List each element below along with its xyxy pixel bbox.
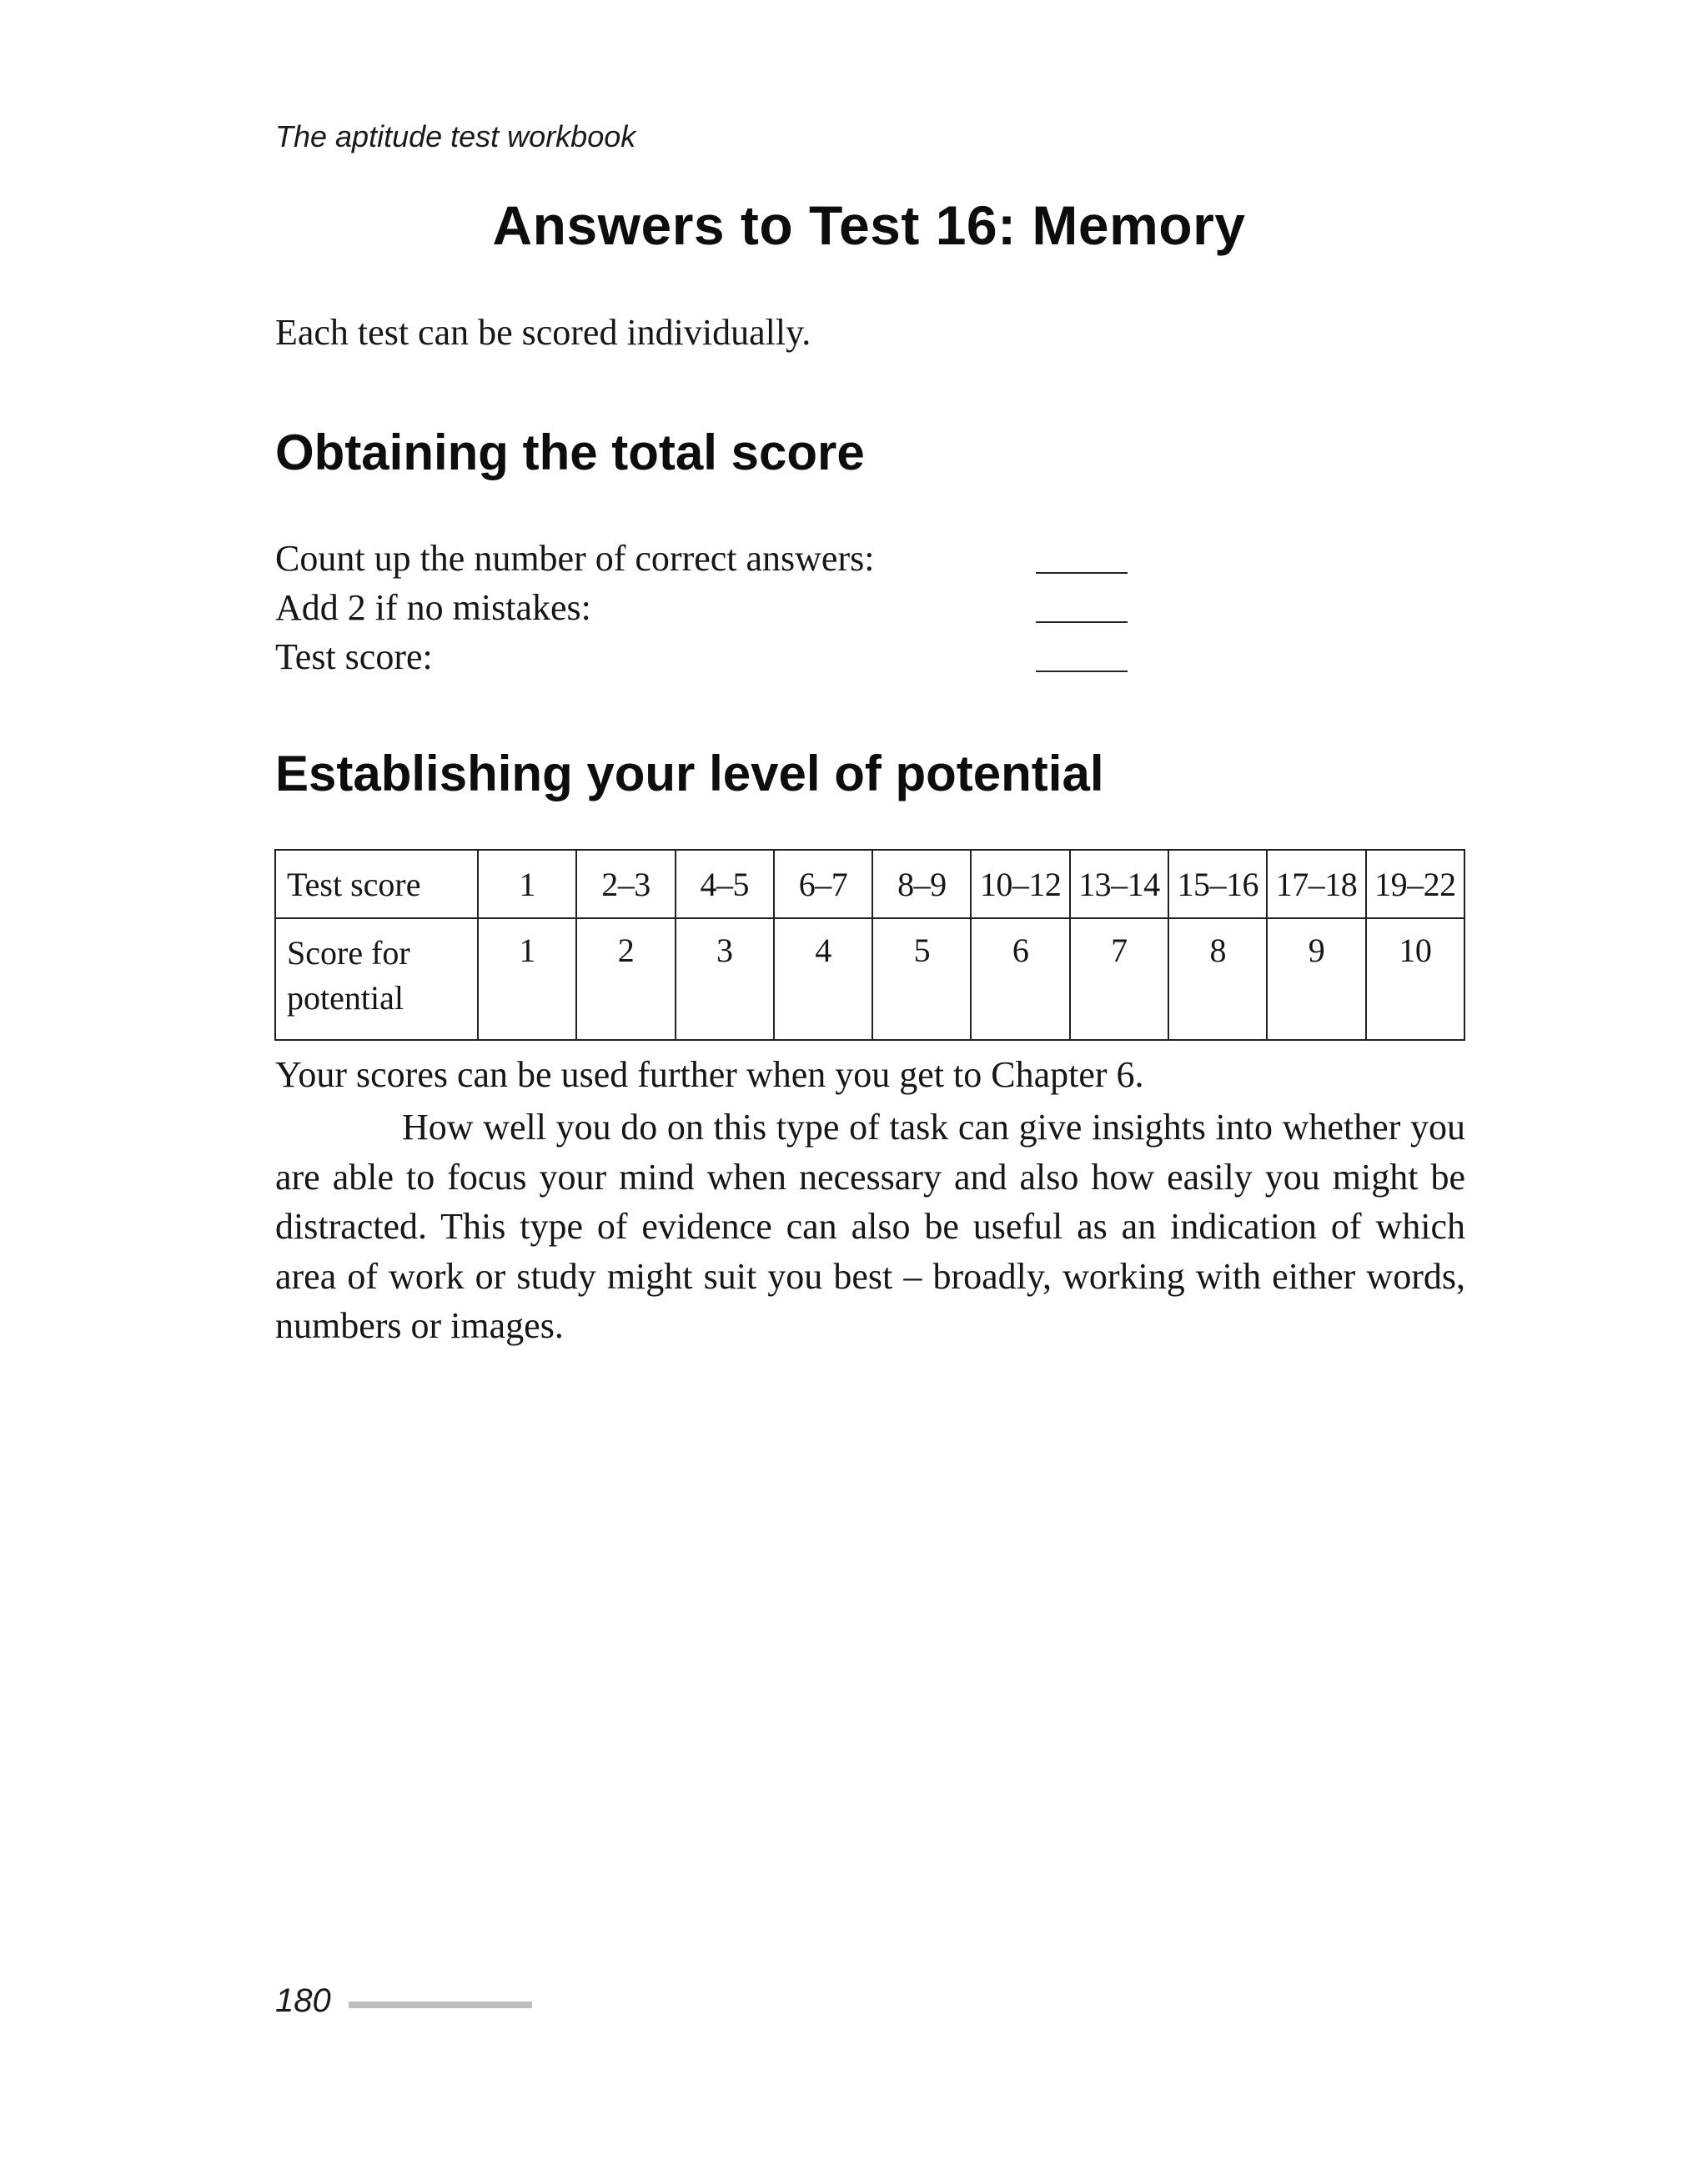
test-score-cell: 8–9 (872, 850, 971, 918)
potential-score-cell: 3 (676, 918, 774, 1040)
potential-score-cell: 10 (1366, 918, 1464, 1040)
running-head: The aptitude test workbook (275, 119, 636, 153)
row-label-line: Score for (287, 934, 410, 972)
test-score-cell: 13–14 (1070, 850, 1168, 918)
row-label-test-score: Test score (275, 850, 478, 918)
potential-score-cell: 1 (478, 918, 576, 1040)
potential-score-cell: 9 (1267, 918, 1365, 1040)
page-title: Answers to Test 16: Memory (492, 194, 1246, 256)
potential-score-cell: 6 (971, 918, 1069, 1040)
test-score-cell: 10–12 (971, 850, 1069, 918)
potential-table (274, 849, 1465, 1041)
score-line-test-score (275, 632, 1151, 681)
test-score-cell: 1 (478, 850, 576, 918)
test-score-cell: 19–22 (1366, 850, 1464, 918)
score-line-label: Add 2 if no mistakes: (275, 587, 591, 628)
test-score-cell: 17–18 (1267, 850, 1365, 918)
row-label-line: potential (287, 979, 404, 1017)
potential-score-cell: 2 (576, 918, 675, 1040)
potential-score-cell: 4 (774, 918, 872, 1040)
intro-text: Each test can be scored individually. (275, 312, 811, 353)
page-number: 180 (275, 1982, 331, 2019)
bonus-blank[interactable] (1036, 621, 1128, 623)
score-line-label: Test score: (275, 636, 433, 677)
score-line-no-mistakes-bonus (275, 583, 1151, 632)
test-score-blank[interactable] (1036, 671, 1128, 672)
score-line-correct-answers (275, 534, 1151, 583)
potential-score-row (275, 918, 1464, 1040)
potential-heading: Establishing your level of potential (275, 746, 1104, 801)
score-line-label: Count up the number of correct answers: (275, 538, 875, 579)
correct-answers-blank[interactable] (1036, 572, 1128, 574)
potential-score-cell: 7 (1070, 918, 1168, 1040)
footer-rule (349, 2002, 532, 2008)
test-score-cell: 4–5 (676, 850, 774, 918)
row-label-score-for-potential (275, 918, 478, 1040)
total-score-heading: Obtaining the total score (275, 424, 865, 480)
potential-score-cell: 8 (1168, 918, 1267, 1040)
test-score-cell: 2–3 (576, 850, 675, 918)
potential-score-cell: 5 (872, 918, 971, 1040)
test-score-cell: 6–7 (774, 850, 872, 918)
test-score-cell: 15–16 (1168, 850, 1267, 918)
score-lines (275, 534, 1151, 681)
chapter-note: Your scores can be used further when you get to Chapter 6. (275, 1054, 1144, 1095)
test-score-row (275, 850, 1464, 918)
body-paragraph: How well you do on this type of task can give insights into whether you are able to focus your mind when necessary and also how easily you might be distracted. This type of evidence can also be useful as an indication of which area of work or study might suit you best – broadly, working with either words, numbers or images. (275, 1107, 1465, 1346)
